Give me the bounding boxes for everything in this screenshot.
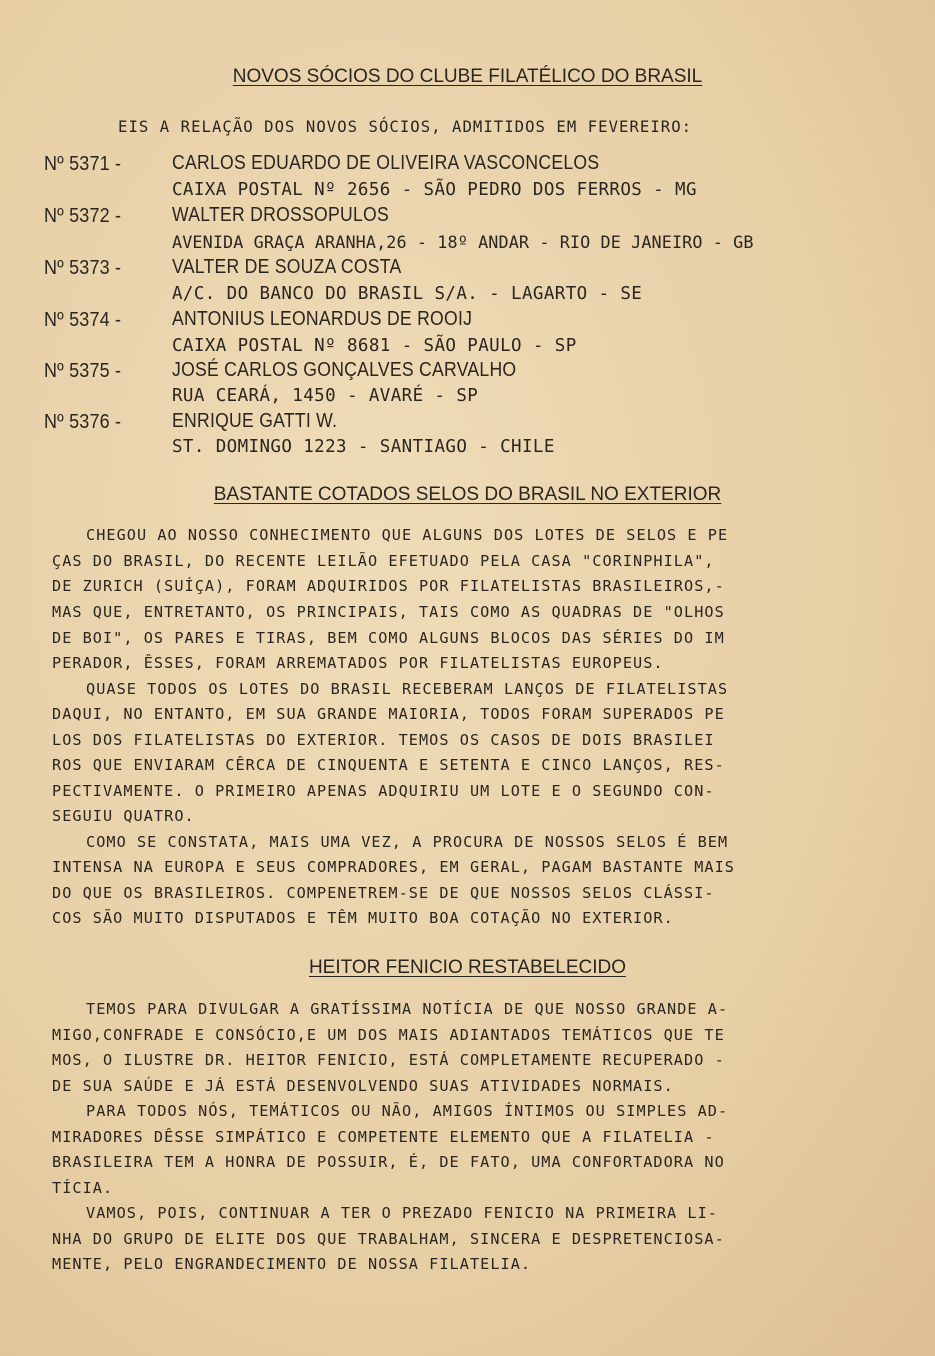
text-line: CHEGOU AO NOSSO CONHECIMENTO QUE ALGUNS DOS LOTES DE SELOS E PE [86,526,729,544]
member-address: CAIXA POSTAL Nº 8681 - SÃO PAULO - SP [172,336,577,356]
section-heading-exterior: BASTANTE COTADOS SELOS DO BRASIL NO EXTERIOR [213,484,722,505]
member-number: Nº 5375 - [44,360,122,382]
member-name: VALTER DE SOUZA COSTA [172,256,402,278]
member-name: ENRIQUE GATTI W. [172,410,338,432]
text-line: PERADOR, ÊSSES, FORAM ARREMATADOS POR FILATELISTAS EUROPEUS. [52,654,664,672]
member-address: ST. DOMINGO 1223 - SANTIAGO - CHILE [172,437,555,457]
text-line: DE BOI", OS PARES E TIRAS, BEM COMO ALGUNS BLOCOS DAS SÉRIES DO IM [52,629,725,647]
member-number: Nº 5372 - [44,205,122,227]
text-line: MENTE, PELO ENGRANDECIMENTO DE NOSSA FILATELIA. [52,1255,532,1273]
member-number: Nº 5374 - [44,309,122,331]
text-line: ROS QUE ENVIARAM CÊRCA DE CINQUENTA E SETENTA E CINCO LANÇOS, RES- [52,756,725,774]
member-address: RUA CEARÁ, 1450 - AVARÉ - SP [172,386,479,406]
member-number: Nº 5373 - [44,257,122,279]
text-line: MIGO,CONFRADE E CONSÓCIO,E UM DOS MAIS ADIANTADOS TEMÁTICOS QUE TE [52,1026,725,1044]
member-name: CARLOS EDUARDO DE OLIVEIRA VASCONCELOS [172,152,600,174]
member-name: JOSÉ CARLOS GONÇALVES CARVALHO [172,359,517,381]
text-line: QUASE TODOS OS LOTES DO BRASIL RECEBERAM LANÇOS DE FILATELISTAS [86,680,729,698]
member-address: CAIXA POSTAL Nº 2656 - SÃO PEDRO DOS FERROS - MG [172,180,697,200]
text-line: NHA DO GRUPO DE ELITE DOS QUE TRABALHAM, SINCERA E DESPRETENCIOSA- [52,1230,725,1248]
text-line: TÍCIA. [52,1179,114,1197]
text-line: SEGUIU QUATRO. [52,807,195,825]
text-line: DAQUI, NO ENTANTO, EM SUA GRANDE MAIORIA, TODOS FORAM SUPERADOS PE [52,705,725,723]
text-line: BRASILEIRA TEM A HONRA DE POSSUIR, É, DE FATO, UMA CONFORTADORA NO [52,1153,725,1171]
member-number: Nº 5376 - [44,411,122,433]
member-number: Nº 5371 - [44,153,122,175]
member-address: A/C. DO BANCO DO BRASIL S/A. - LAGARTO - SE [172,284,643,304]
page-title: NOVOS SÓCIOS DO CLUBE FILATÉLICO DO BRASIL [232,66,703,87]
section-heading-fenicio: HEITOR FENICIO RESTABELECIDO [308,957,627,978]
text-line: COMO SE CONSTATA, MAIS UMA VEZ, A PROCURA DE NOSSOS SELOS É BEM [86,833,729,851]
member-address: AVENIDA GRAÇA ARANHA,26 - 18º ANDAR - RIO DE JANEIRO - GB [172,232,754,252]
text-line: ÇAS DO BRASIL, DO RECENTE LEILÃO EFETUADO PELA CASA "CORINPHILA", [52,552,715,570]
text-line: MAS QUE, ENTRETANTO, OS PRINCIPAIS, TAIS COMO AS QUADRAS DE "OLHOS [52,603,725,621]
text-line: COS SÃO MUITO DISPUTADOS E TÊM MUITO BOA COTAÇÃO NO EXTERIOR. [52,909,674,927]
text-line: DO QUE OS BRASILEIROS. COMPENETREM-SE DE QUE NOSSOS SELOS CLÁSSI- [52,884,715,902]
text-line: INTENSA NA EUROPA E SEUS COMPRADORES, EM GERAL, PAGAM BASTANTE MAIS [52,858,735,876]
text-line: DE ZURICH (SUÍÇA), FORAM ADQUIRIDOS POR FILATELISTAS BRASILEIROS,- [52,577,725,595]
intro-text: EIS A RELAÇÃO DOS NOVOS SÓCIOS, ADMITIDOS EM FEVEREIRO: [118,118,693,136]
member-name: WALTER DROSSOPULOS [172,204,389,226]
text-line: LOS DOS FILATELISTAS DO EXTERIOR. TEMOS OS CASOS DE DOIS BRASILEI [52,731,715,749]
text-line: VAMOS, POIS, CONTINUAR A TER O PREZADO FENICIO NA PRIMEIRA LI- [86,1204,719,1222]
text-line: MOS, O ILUSTRE DR. HEITOR FENICIO, ESTÁ COMPLETAMENTE RECUPERADO - [52,1051,725,1069]
text-line: PARA TODOS NÓS, TEMÁTICOS OU NÃO, AMIGOS ÍNTIMOS OU SIMPLES AD- [86,1102,729,1120]
member-name: ANTONIUS LEONARDUS DE ROOIJ [172,308,473,330]
text-line: DE SUA SAÚDE E JÁ ESTÁ DESENVOLVENDO SUAS ATIVIDADES NORMAIS. [52,1077,674,1095]
text-line: TEMOS PARA DIVULGAR A GRATÍSSIMA NOTÍCIA DE QUE NOSSO GRANDE A- [86,1000,729,1018]
text-line: PECTIVAMENTE. O PRIMEIRO APENAS ADQUIRIU UM LOTE E O SEGUNDO CON- [52,782,715,800]
text-line: MIRADORES DÊSSE SIMPÁTICO E COMPETENTE ELEMENTO QUE A FILATELIA - [52,1128,715,1146]
